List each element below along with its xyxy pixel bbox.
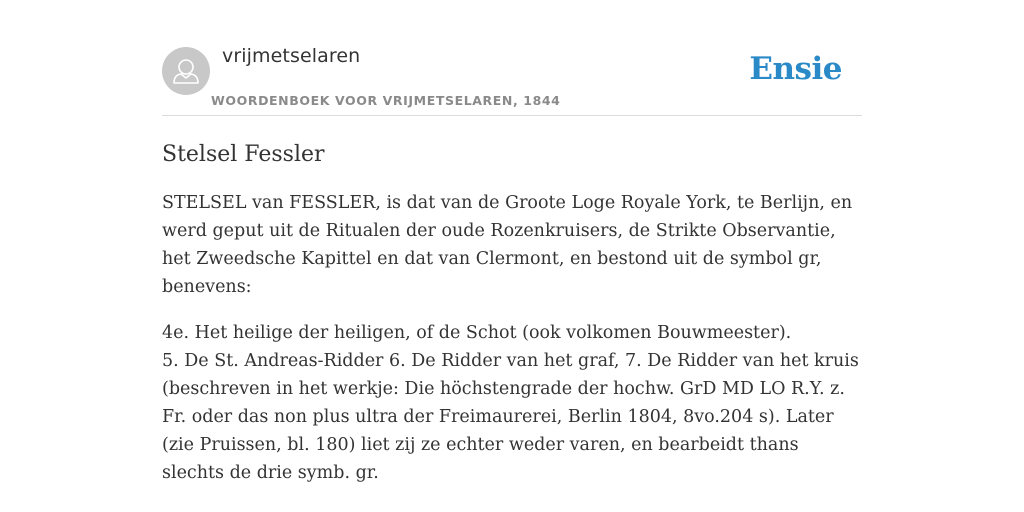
entry-paragraph: STELSEL van FESSLER, is dat van de Groote Loge Royale York, te Berlijn, en werd geput uit de Ritualen der oude Rozenkruisers, de Strikte Observantie, het Zweedsche Kapittel en dat van Clermont, en bestond uit de symbol gr, benevens:	[162, 193, 853, 297]
entry-header	[162, 40, 862, 116]
entry-paragraph	[162, 319, 862, 487]
entry-line: 4e. Het heilige der heiligen, of de Schot (ook volkomen Bouwmeester).	[162, 323, 792, 343]
entry-card	[162, 40, 862, 487]
source-label[interactable]: WOORDENBOEK VOOR VRIJMETSELAREN, 1844	[211, 93, 561, 108]
entry-line: 5. De St. Andreas-Ridder 6. De Ridder van het graf, 7. De Ridder van het kruis (beschreven in het werkje: Die höchstengrade der hochw. GrD MD LO R.Y. z. Fr. oder das non plus ultra der Freimaurerei, Berlin 1804, 8vo.204 s). Later (zie Pruissen, bl. 180) liet zij ze echter weder varen, en bearbeidt thans slechts de drie symb. gr.	[162, 351, 859, 483]
author-avatar[interactable]	[162, 47, 210, 95]
brand-logo[interactable]: Ensie	[749, 51, 842, 87]
user-placeholder-icon	[162, 47, 210, 95]
entry-title: Stelsel Fessler	[162, 142, 325, 167]
author-link[interactable]: vrijmetselaren	[222, 45, 361, 67]
entry-body	[162, 189, 862, 487]
